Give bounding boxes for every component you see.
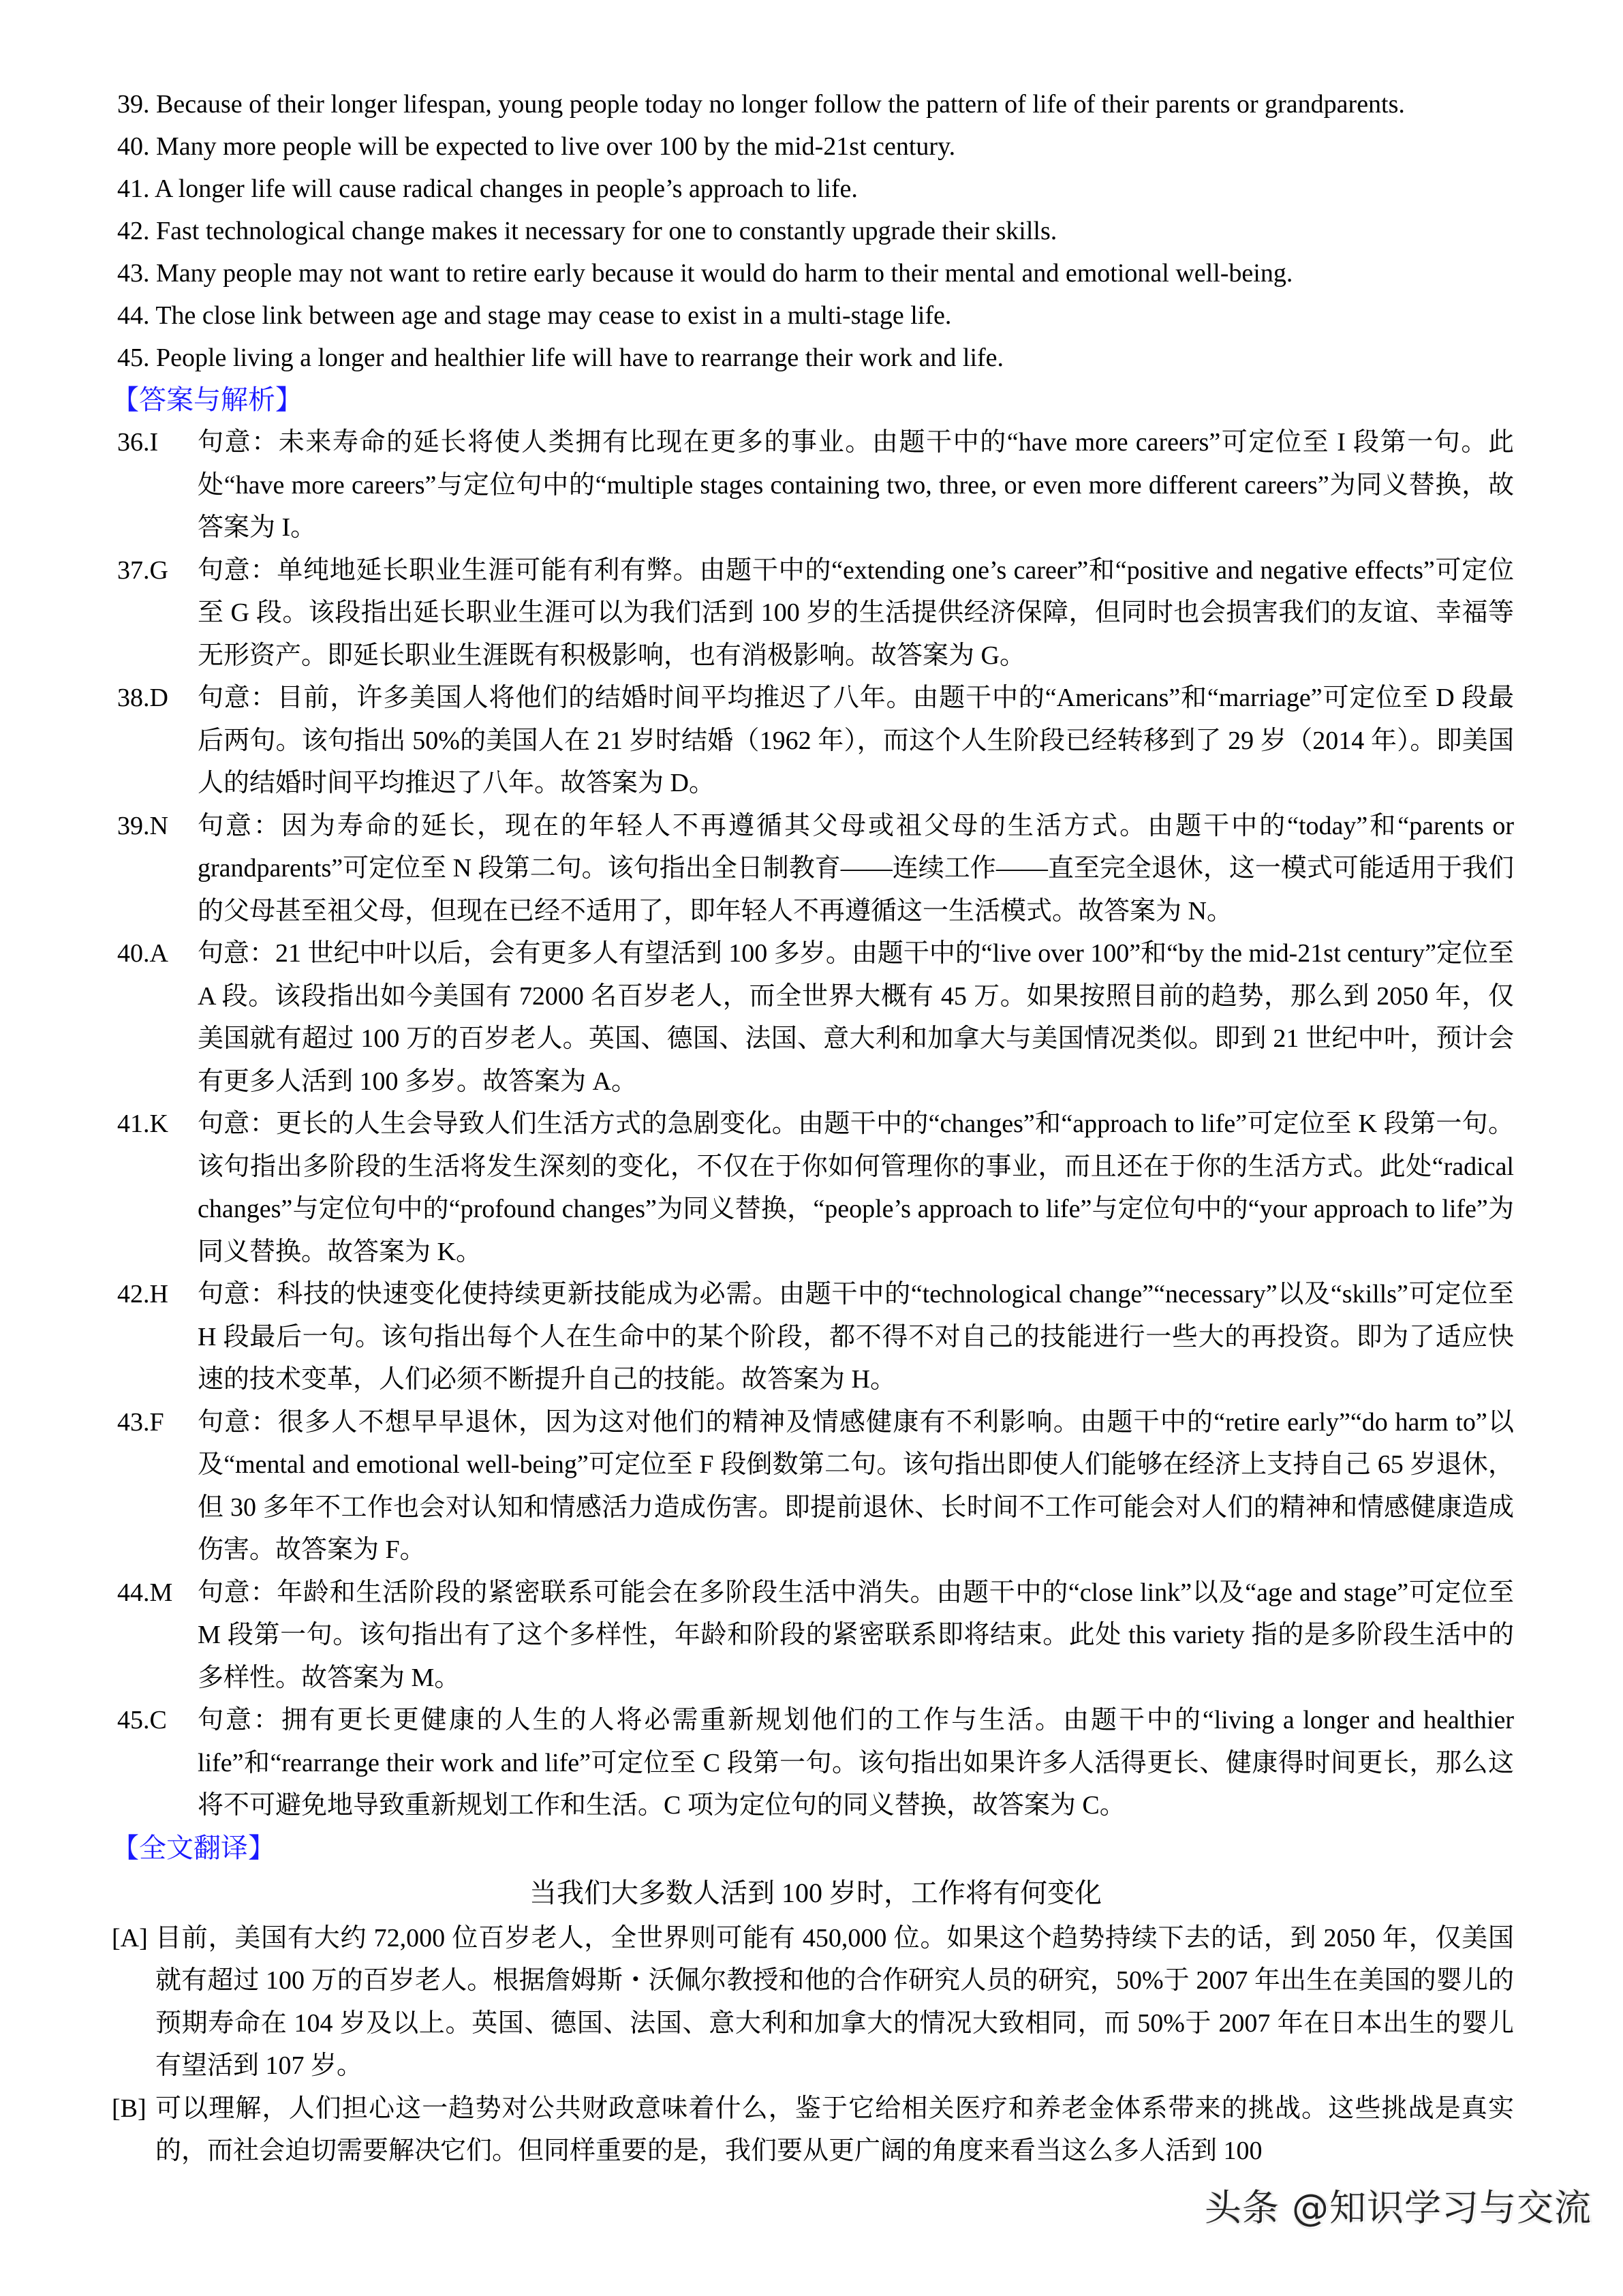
answer-item: [117, 805, 1514, 933]
answer-number: 39.N: [117, 811, 168, 840]
answer-number: 43.F: [117, 1407, 164, 1437]
answer-item: [117, 677, 1514, 805]
answer-explanation: 句意：目前，许多美国人将他们的结婚时间平均推迟了八年。由题干中的“Americans”和“marriage”可定位至 D 段最后两句。该句指出 50%的美国人在 21 岁时结婚（1962 年），而这个人生阶段已经转移到了 29 岁（2014 年）。即美国人的结婚时间平均推迟了八年。故答案为 D。: [198, 684, 1514, 797]
answer-item: [117, 421, 1514, 549]
answer-item: [117, 1103, 1514, 1273]
question-item: 39. Because of their longer lifespan, young people today no longer follow the pattern of life of their parents or grandparents.: [117, 90, 1405, 119]
answer-explanation: 句意：未来寿命的延长将使人类拥有比现在更多的事业。由题干中的“have more careers”可定位至 I 段第一句。此处“have more careers”与定位句中的“multiple stages containing two, three, or even more different careers”为同义替换，故答案为 I。: [198, 428, 1514, 542]
answer-explanation: 句意：更长的人生会导致人们生活方式的急剧变化。由题干中的“changes”和“approach to life”可定位至 K 段第一句。该句指出多阶段的生活将发生深刻的变化，不仅在于你如何管理你的事业，而且还在于你的生活方式。此处“radical changes”与定位句中的“profound changes”为同义替换，“people’s approach to life”与定位句中的“your approach to life”为同义替换。故答案为 K。: [198, 1109, 1514, 1266]
answer-section-header: 【答案与解析】: [112, 384, 303, 415]
paragraph-tag: [A]: [112, 1923, 148, 1953]
question-item: 41. A longer life will cause radical changes in people’s approach to life.: [117, 174, 858, 203]
translation-paragraphs: [112, 1917, 1514, 2173]
answer-number: 38.D: [117, 684, 168, 712]
answer-explanation: 句意：科技的快速变化使持续更新技能成为必需。由题干中的“technological change”“necessary”以及“skills”可定位至 H 段最后一句。该句指出每个人在生命中的某个阶段，都不得不对自己的技能进行一些大的再投资。即为了适应快速的技术变革，人们必须不断提升自己的技能。故答案为 H。: [198, 1280, 1514, 1394]
translation-section-header: 【全文翻译】: [112, 1832, 275, 1863]
answer-number: 45.C: [117, 1706, 167, 1734]
translation-paragraph: [112, 1917, 1514, 2087]
paragraph-text: 目前，美国有大约 72,000 位百岁老人，全世界则可能有 450,000 位。如果这个趋势持续下去的话，到 2050 年，仅美国就有超过 100 万的百岁老人。根据詹姆斯・沃佩尔教授和他的合作研究人员的研究，50%于 2007 年出生在美国的婴儿的预期寿命在 104 岁及以上。英国、德国、法国、意大利和加拿大的情况大致相同，而 50%于 2007 年在日本出生的婴儿有望活到 107 岁。: [155, 1923, 1514, 2080]
translation-title: 当我们大多数人活到 100 岁时，工作将有何变化: [529, 1877, 1102, 1908]
paragraph-tag: [B]: [112, 2094, 146, 2123]
question-item: 43. Many people may not want to retire early because it would do harm to their mental and emotional well-being.: [117, 259, 1293, 288]
answer-number: 41.K: [117, 1109, 168, 1138]
paragraph-text: 可以理解，人们担心这一趋势对公共财政意味着什么，鉴于它给相关医疗和养老金体系带来的挑战。这些挑战是真实的，而社会迫切需要解决它们。但同样重要的是，我们要从更广阔的角度来看当这么多人活到 100: [155, 2094, 1514, 2165]
question-item: 44. The close link between age and stage may cease to exist in a multi-stage life.: [117, 301, 952, 330]
answer-number: 36.I: [117, 428, 159, 457]
answer-item: [117, 1401, 1514, 1572]
question-item: 40. Many more people will be expected to live over 100 by the mid-21st century.: [117, 132, 956, 161]
answer-explanation: 句意：年龄和生活阶段的紧密联系可能会在多阶段生活中消失。由题干中的“close link”以及“age and stage”可定位至 M 段第一句。该句指出有了这个多样性，年龄和阶段的紧密联系即将结束。此处 this variety 指的是多阶段生活中的多样性。故答案为 M。: [198, 1578, 1514, 1692]
watermark: 头条 @知识学习与交流: [1204, 2186, 1592, 2229]
question-list: [117, 83, 1514, 379]
answer-number: 37.G: [117, 555, 168, 585]
answer-number: 42.H: [117, 1280, 168, 1308]
answer-item: [117, 1699, 1514, 1827]
answer-item: [117, 549, 1514, 677]
answer-list: [117, 421, 1514, 1827]
answer-explanation: 句意：21 世纪中叶以后，会有更多人有望活到 100 多岁。由题干中的“live over 100”和“by the mid-21st century”定位至 A 段。该段指出如今美国有 72000 名百岁老人，而全世界大概有 45 万。如果按照目前的趋势，那么到 2050 年，仅美国就有超过 100 万的百岁老人。英国、德国、法国、意大利和加拿大与美国情况类似。即到 21 世纪中叶，预计会有更多人活到 100 多岁。故答案为 A。: [198, 939, 1514, 1096]
answer-item: [117, 1572, 1514, 1700]
question-item: 45. People living a longer and healthier life will have to rearrange their work and life.: [117, 343, 1004, 372]
answer-explanation: 句意：拥有更长更健康的人生的人将必需重新规划他们的工作与生活。由题干中的“living a longer and healthier life”和“rearrange their work and life”可定位至 C 段第一句。该句指出如果许多人活得更长、健康得时间更长，那么这将不可避免地导致重新规划工作和生活。C 项为定位句的同义替换，故答案为 C。: [198, 1706, 1514, 1820]
answer-explanation: 句意：很多人不想早早退休，因为这对他们的精神及情感健康有不利影响。由题干中的“retire early”“do harm to”以及“mental and emotional well-being”可定位至 F 段倒数第二句。该句指出即使人们能够在经济上支持自己 65 岁退休，但 30 多年不工作也会对认知和情感活力造成伤害。即提前退休、长时间不工作可能会对人们的精神和情感健康造成伤害。故答案为 F。: [198, 1407, 1514, 1564]
answer-number: 40.A: [117, 939, 168, 968]
answer-explanation: 句意：单纯地延长职业生涯可能有利有弊。由题干中的“extending one’s career”和“positive and negative effects”可定位至 G 段。该段指出延长职业生涯可以为我们活到 100 岁的生活提供经济保障，但同时也会损害我们的友谊、幸福等无形资产。即延长职业生涯既有积极影响，也有消极影响。故答案为 G。: [198, 555, 1514, 670]
document-page: [112, 83, 1514, 2173]
answer-item: [117, 932, 1514, 1103]
answer-number: 44.M: [117, 1578, 173, 1607]
question-item: 42. Fast technological change makes it necessary for one to constantly upgrade their skills.: [117, 217, 1057, 245]
translation-paragraph: [112, 2087, 1514, 2173]
answer-item: [117, 1273, 1514, 1401]
answer-explanation: 句意：因为寿命的延长，现在的年轻人不再遵循其父母或祖父母的生活方式。由题干中的“today”和“parents or grandparents”可定位至 N 段第二句。该句指出全日制教育——连续工作——直至完全退休，这一模式可能适用于我们的父母甚至祖父母，但现在已经不适用了，即年轻人不再遵循这一生活模式。故答案为 N。: [198, 811, 1514, 925]
